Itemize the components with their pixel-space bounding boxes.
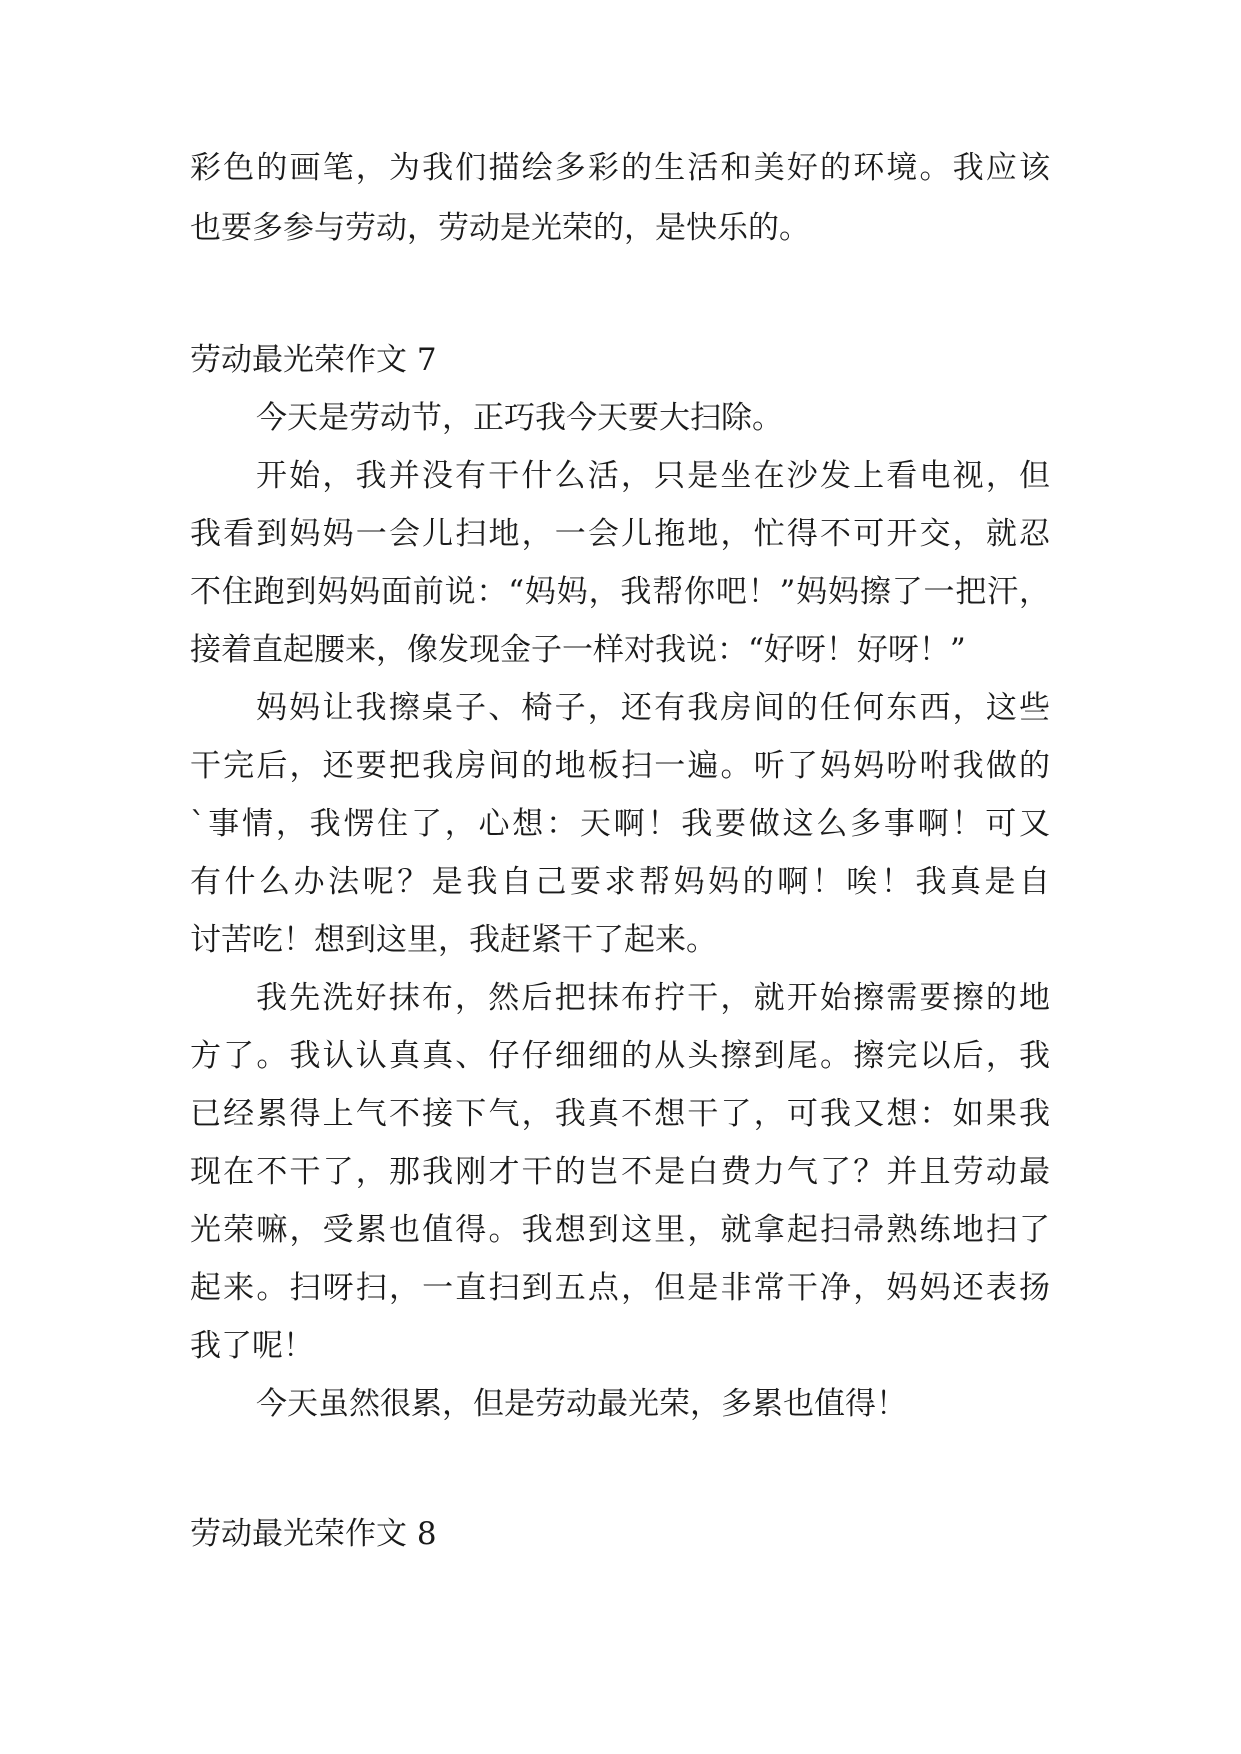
paragraph-line: 讨苦吃！想到这里，我赶紧干了起来。 (190, 922, 717, 958)
paragraph-line: 也要多参与劳动，劳动是光荣的，是快乐的。 (190, 210, 810, 246)
paragraph-line: 现在不干了，那我刚才干的岂不是白费力气了？并且劳动最 (190, 1154, 1050, 1190)
paragraph-line: 已经累得上气不接下气，我真不想干了，可我又想：如果我 (190, 1096, 1050, 1132)
paragraph-line: 我看到妈妈一会儿扫地，一会儿拖地，忙得不可开交，就忍 (190, 516, 1050, 552)
paragraph-line: 彩色的画笔，为我们描绘多彩的生活和美好的环境。我应该 (190, 150, 1050, 186)
essay-title: 劳动最光荣作文 7 (190, 342, 437, 378)
paragraph-line: 干完后，还要把我房间的地板扫一遍。听了妈妈吩咐我做的 (190, 748, 1050, 784)
paragraph-line: `事情，我愣住了，心想：天啊！我要做这么多事啊！可又 (190, 806, 1050, 842)
paragraph-line: 开始，我并没有干什么活，只是坐在沙发上看电视，但 (256, 458, 1050, 494)
paragraph-line: 不住跑到妈妈面前说：“妈妈，我帮你吧！”妈妈擦了一把汗， (190, 574, 1050, 610)
paragraph-line: 起来。扫呀扫，一直扫到五点，但是非常干净，妈妈还表扬 (190, 1270, 1050, 1306)
paragraph-line: 我先洗好抹布，然后把抹布拧干，就开始擦需要擦的地 (256, 980, 1050, 1016)
essay-title: 劳动最光荣作文 8 (190, 1516, 437, 1552)
paragraph-line: 有什么办法呢？是我自己要求帮妈妈的啊！唉！我真是自 (190, 864, 1050, 900)
paragraph-line: 方了。我认认真真、仔仔细细的从头擦到尾。擦完以后，我 (190, 1038, 1050, 1074)
paragraph-line: 妈妈让我擦桌子、椅子，还有我房间的任何东西，这些 (256, 690, 1050, 726)
paragraph-line: 接着直起腰来，像发现金子一样对我说：“好呀！好呀！” (190, 632, 966, 668)
paragraph-line: 我了呢！ (190, 1328, 314, 1364)
paragraph-line: 今天虽然很累，但是劳动最光荣，多累也值得！ (256, 1386, 907, 1422)
paragraph-line: 光荣嘛，受累也值得。我想到这里，就拿起扫帚熟练地扫了 (190, 1212, 1050, 1248)
paragraph-line: 今天是劳动节，正巧我今天要大扫除。 (256, 400, 783, 436)
